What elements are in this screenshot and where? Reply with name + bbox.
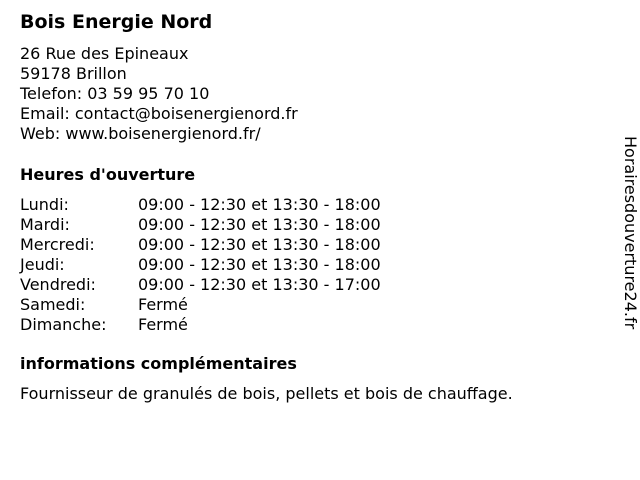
hours-row-thursday <box>20 255 381 275</box>
city-address: 59178 Brillon <box>20 64 127 83</box>
day-label: Mercredi: <box>20 235 95 254</box>
business-name: Bois Energie Nord <box>20 11 213 33</box>
additional-info-text: Fournisseur de granulés de bois, pellets et bois de chauffage. <box>20 384 513 403</box>
day-hours: 09:00 - 12:30 et 13:30 - 18:00 <box>138 195 381 214</box>
day-hours: Fermé <box>138 295 188 314</box>
day-label: Dimanche: <box>20 315 107 334</box>
email-line: Email: contact@boisenergienord.fr <box>20 104 298 123</box>
contact-block <box>20 44 600 144</box>
day-hours: 09:00 - 12:30 et 13:30 - 18:00 <box>138 215 381 234</box>
hours-row-saturday <box>20 295 381 315</box>
hours-row-monday <box>20 195 381 215</box>
opening-hours-table <box>20 195 381 335</box>
hours-row-wednesday <box>20 235 381 255</box>
hours-row-sunday <box>20 315 381 335</box>
day-label: Mardi: <box>20 215 70 234</box>
day-label: Samedi: <box>20 295 86 314</box>
day-hours: 09:00 - 12:30 et 13:30 - 18:00 <box>138 235 381 254</box>
day-label: Vendredi: <box>20 275 96 294</box>
additional-info-heading: informations complémentaires <box>20 354 297 373</box>
phone-line: Telefon: 03 59 95 70 10 <box>20 84 210 103</box>
hours-row-tuesday <box>20 215 381 235</box>
day-label: Lundi: <box>20 195 69 214</box>
business-card <box>20 8 600 404</box>
hours-row-friday <box>20 275 381 295</box>
day-hours: Fermé <box>138 315 188 334</box>
web-line: Web: www.boisenergienord.fr/ <box>20 124 261 143</box>
day-hours: 09:00 - 12:30 et 13:30 - 18:00 <box>138 255 381 274</box>
day-label: Jeudi: <box>20 255 65 274</box>
site-watermark: Horairesdouverture24.fr <box>621 136 640 330</box>
opening-hours-heading: Heures d'ouverture <box>20 165 196 184</box>
day-hours: 09:00 - 12:30 et 13:30 - 17:00 <box>138 275 381 294</box>
street-address: 26 Rue des Epineaux <box>20 44 189 63</box>
